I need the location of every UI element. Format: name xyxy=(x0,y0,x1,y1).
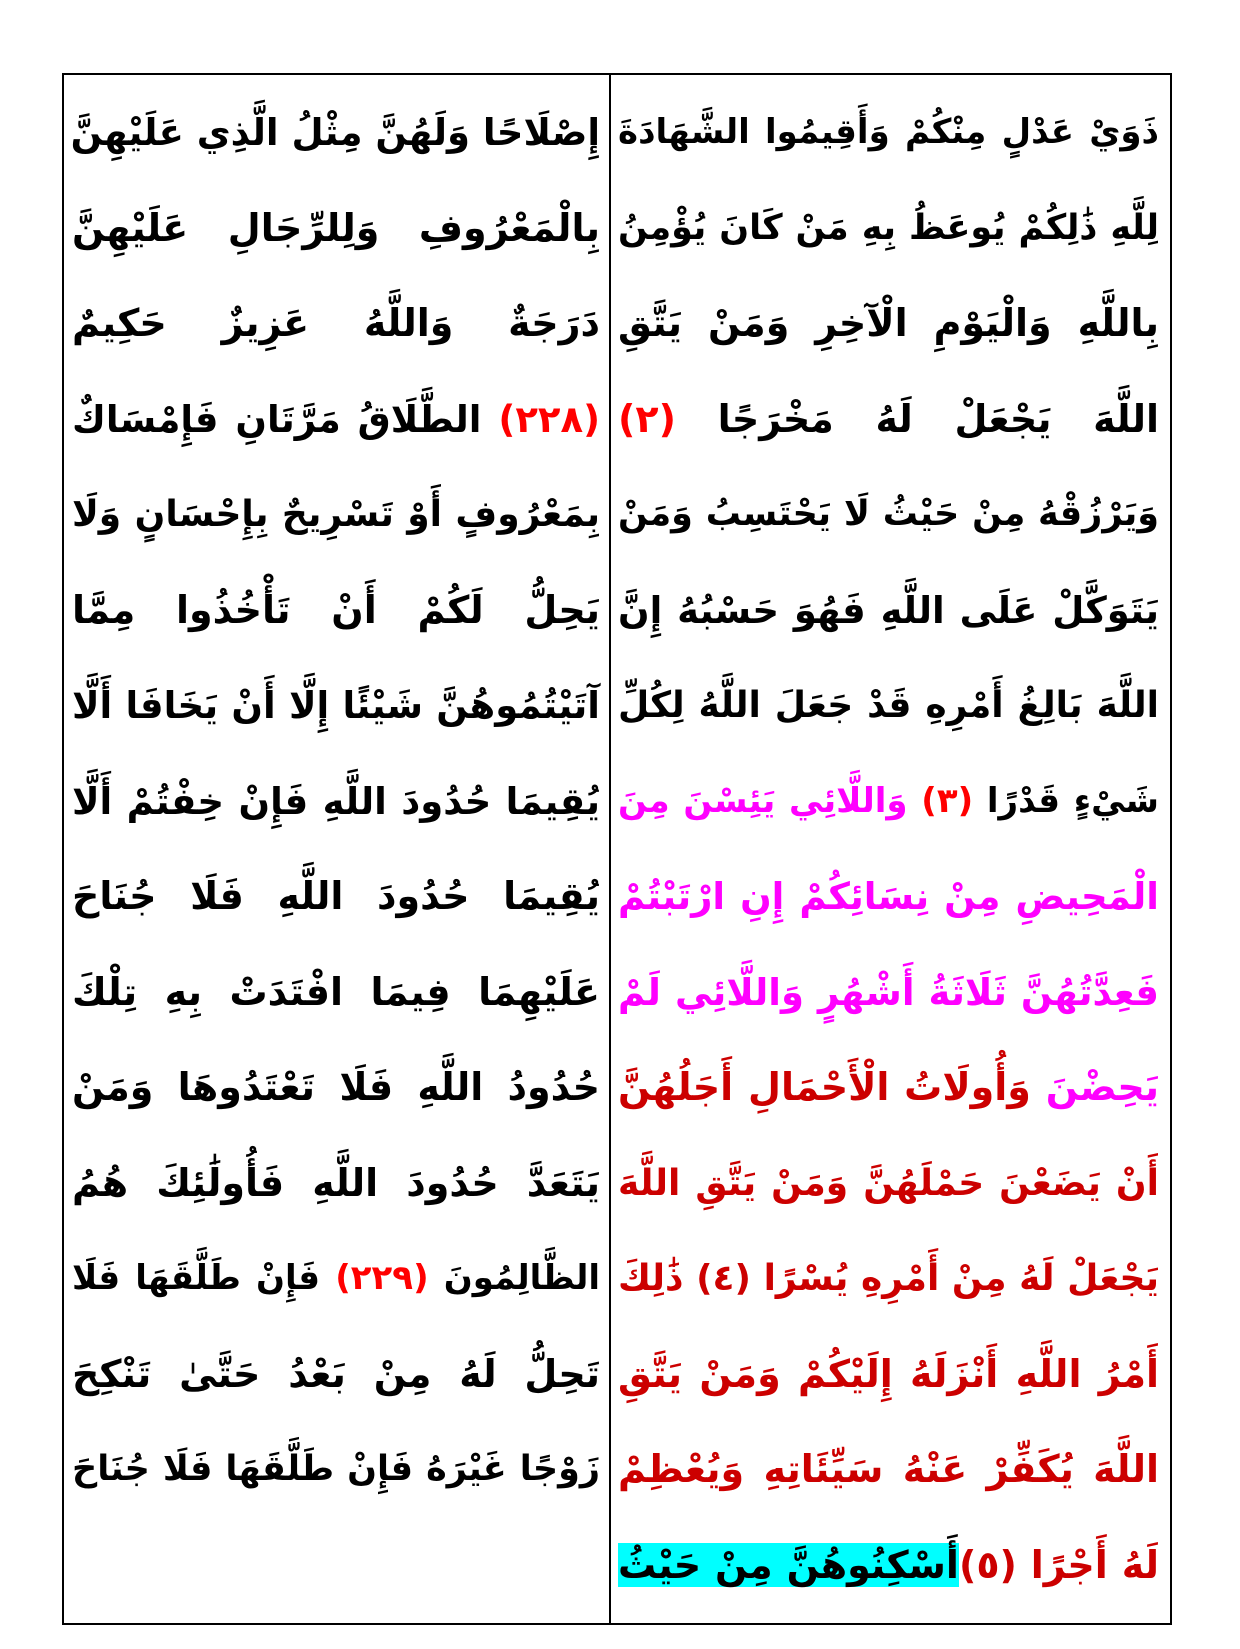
text-line xyxy=(70,658,602,754)
verse-text: فَإِنْ طَلَّقَهَا فَلَا xyxy=(72,1258,321,1298)
text-frame xyxy=(62,73,1172,1625)
verse-text: فَعِدَّتُهُنَّ ثَلَاثَةُ أَشْهُرٍ وَاللَّائِي لَمْ xyxy=(618,970,1159,1014)
verse-text: إِصْلَاحًا وَلَهُنَّ مِثْلُ الَّذِي عَلَيْهِنَّ xyxy=(70,111,600,154)
text-line xyxy=(70,467,602,563)
verse-text: اللَّهَ يَجْعَلْ لَهُ مَخْرَجًا xyxy=(675,396,1159,441)
verse-text: أَنْ يَضَعْنَ حَمْلَهُنَّ وَمَنْ يَتَّقِ اللَّهَ xyxy=(618,1162,1159,1204)
text-line xyxy=(616,1422,1161,1518)
verse-text: الْمَحِيضِ مِنْ نِسَائِكُمْ إِنِ ارْتَبْتُمْ xyxy=(618,875,1159,918)
verse-text: بِمَعْرُوفٍ أَوْ تَسْرِيحٌ بِإِحْسَانٍ وَلَا xyxy=(72,494,600,535)
left-column xyxy=(70,85,602,1615)
text-line xyxy=(616,1518,1161,1614)
verse-number: (٣) xyxy=(907,780,974,821)
verse-number: (٢) xyxy=(618,396,676,441)
verse-number: (٢٢٨) xyxy=(481,397,600,441)
verse-text: وَأُولَاتُ الْأَحْمَالِ أَجَلُهُنَّ xyxy=(618,1065,1031,1109)
verse-text: بِاللَّهِ وَالْيَوْمِ الْآخِرِ وَمَنْ يَتَّقِ xyxy=(618,301,1159,345)
verse-text: لَهُ أَجْرًا (٥) xyxy=(958,1542,1160,1587)
verse-text: يُقِيمَا حُدُودَ اللَّهِ فَلَا جُنَاحَ xyxy=(72,874,600,918)
text-line xyxy=(616,372,1161,468)
column-divider xyxy=(609,75,611,1623)
verse-text: الظَّالِمُونَ xyxy=(428,1258,600,1298)
text-line xyxy=(616,754,1161,850)
verse-text: تَحِلُّ لَهُ مِنْ بَعْدُ حَتَّىٰ تَنْكِحَ xyxy=(72,1351,600,1396)
text-line xyxy=(616,1231,1161,1327)
verse-text: وَاللَّائِي يَئِسْنَ مِنَ xyxy=(618,780,908,821)
text-line xyxy=(70,1231,602,1327)
text-line xyxy=(616,181,1161,277)
verse-text: حُدُودُ اللَّهِ فَلَا تَعْتَدُوهَا وَمَنْ xyxy=(72,1065,600,1109)
text-line xyxy=(616,1040,1161,1136)
verse-text: يَجْعَلْ لَهُ مِنْ أَمْرِهِ يُسْرًا (٤) ذَٰلِكَ xyxy=(618,1258,1159,1299)
text-line xyxy=(70,1136,602,1232)
text-line xyxy=(70,849,602,945)
text-line xyxy=(70,276,602,372)
verse-text: لِلَّهِ ذَٰلِكُمْ يُوعَظُ بِهِ مَنْ كَانَ يُؤْمِنُ xyxy=(618,207,1159,248)
text-line xyxy=(616,849,1161,945)
text-line xyxy=(70,1327,602,1423)
text-line xyxy=(70,181,602,277)
text-line xyxy=(616,85,1161,181)
verse-text: اللَّهَ يُكَفِّرْ عَنْهُ سَيِّئَاتِهِ وَيُعْظِمْ xyxy=(618,1447,1159,1491)
verse-text: شَيْءٍ قَدْرًا xyxy=(973,780,1159,821)
verse-text: أَسْكِنُوهُنَّ مِنْ حَيْثُ xyxy=(618,1542,959,1587)
verse-text: يُقِيمَا حُدُودَ اللَّهِ فَإِنْ خِفْتُمْ أَلَّا xyxy=(72,779,600,823)
verse-text: دَرَجَةٌ وَاللَّهُ عَزِيزٌ حَكِيمٌ xyxy=(72,301,600,345)
text-line xyxy=(70,372,602,468)
verse-text: يَتَعَدَّ حُدُودَ اللَّهِ فَأُولَٰئِكَ هُمُ xyxy=(72,1160,600,1205)
verse-text: الطَّلَاقُ مَرَّتَانِ فَإِمْسَاكٌ xyxy=(72,397,482,441)
verse-text: اللَّهَ بَالِغُ أَمْرِهِ قَدْ جَعَلَ اللَّهُ لِكُلِّ xyxy=(618,685,1159,726)
verse-text: يَحِضْنَ xyxy=(1030,1065,1159,1109)
text-line xyxy=(616,658,1161,754)
verse-text: بِالْمَعْرُوفِ وَلِلرِّجَالِ عَلَيْهِنَّ xyxy=(72,205,600,250)
text-line xyxy=(616,1327,1161,1423)
verse-text: آتَيْتُمُوهُنَّ شَيْئًا إِلَّا أَنْ يَخَافَا أَلَّا xyxy=(72,684,600,727)
text-line xyxy=(70,1040,602,1136)
text-line xyxy=(616,467,1161,563)
verse-text: يَتَوَكَّلْ عَلَى اللَّهِ فَهُوَ حَسْبُهُ إِنَّ xyxy=(618,588,1159,632)
verse-number: (٢٢٩) xyxy=(320,1258,429,1298)
text-line xyxy=(70,945,602,1041)
text-line xyxy=(616,945,1161,1041)
verse-text: زَوْجًا غَيْرَهُ فَإِنْ طَلَّقَهَا فَلَا جُنَاحَ xyxy=(72,1449,600,1489)
verse-text: عَلَيْهِمَا فِيمَا افْتَدَتْ بِهِ تِلْكَ xyxy=(72,969,600,1014)
text-line xyxy=(616,563,1161,659)
verse-text: ذَوَيْ عَدْلٍ مِنْكُمْ وَأَقِيمُوا الشَّهَادَةَ xyxy=(618,112,1159,152)
text-line xyxy=(70,754,602,850)
verse-text: وَيَرْزُقْهُ مِنْ حَيْثُ لَا يَحْتَسِبُ وَمَنْ xyxy=(618,494,1159,534)
right-column xyxy=(616,85,1161,1615)
text-line xyxy=(616,276,1161,372)
text-line xyxy=(70,1422,602,1518)
verse-text: يَحِلُّ لَكُمْ أَنْ تَأْخُذُوا مِمَّا xyxy=(72,587,600,632)
verse-text: أَمْرُ اللَّهِ أَنْزَلَهُ إِلَيْكُمْ وَمَنْ يَتَّقِ xyxy=(618,1351,1159,1396)
text-line xyxy=(70,85,602,181)
text-line xyxy=(70,563,602,659)
text-line xyxy=(616,1136,1161,1232)
